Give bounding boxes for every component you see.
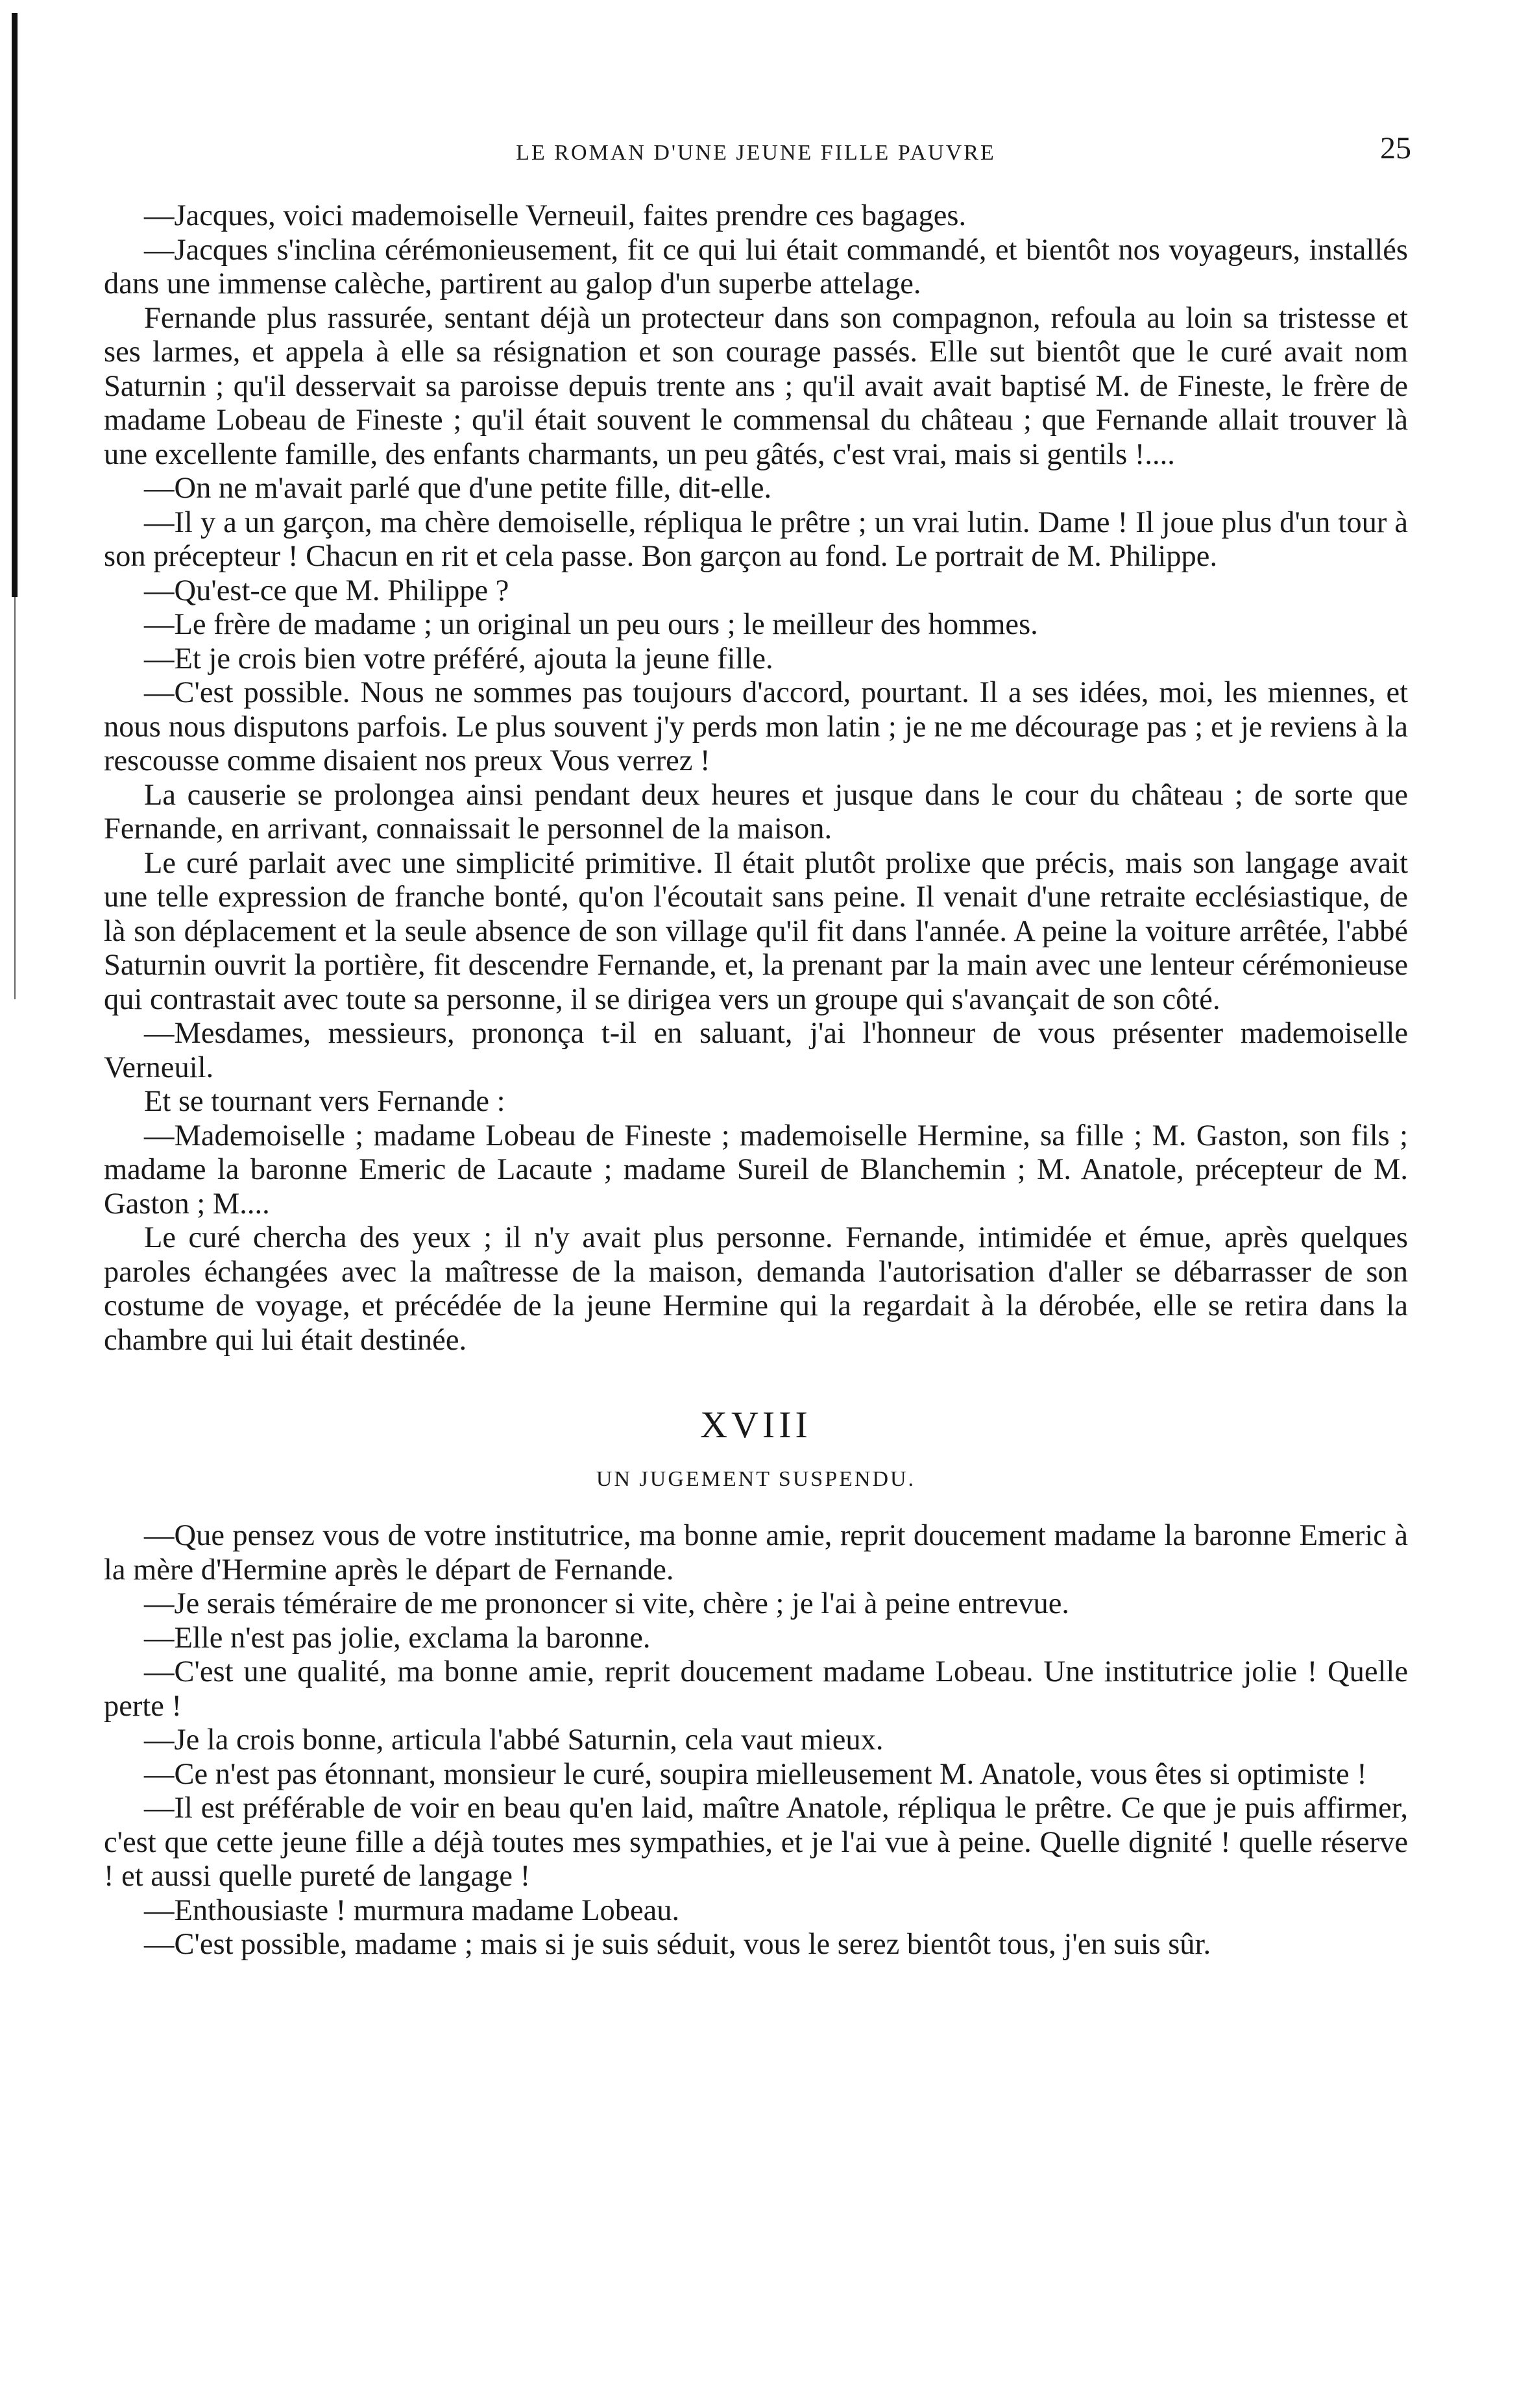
paragraph: Et se tournant vers Fernande : <box>144 1085 505 1118</box>
paragraph: —Il y a un garçon, ma chère demoiselle, répliqua le prêtre ; un vrai lutin. Dame ! Il joue plus d'un tour à son précepteur ! Chacun en rit et cela passe. Bon garçon au fond. Le portrait de M. Philippe. <box>104 505 1408 573</box>
running-title: LE ROMAN D'UNE JEUNE FILLE PAUVRE <box>516 141 996 165</box>
paragraph: —Jacques s'inclina cérémonieusement, fit ce qui lui était commandé, et bientôt nos voyageurs, installés dans une immense calèche, partirent au galop d'un superbe attelage. <box>104 233 1408 300</box>
book-page <box>104 127 1411 1962</box>
paragraph: —Le frère de madame ; un original un peu ours ; le meilleur des hommes. <box>144 608 1038 641</box>
paragraph: —On ne m'avait parlé que d'une petite fille, dit-elle. <box>144 472 772 505</box>
binding-edge-rule <box>12 13 18 597</box>
paragraph: —Enthousiaste ! murmura madame Lobeau. <box>144 1893 680 1927</box>
paragraph: —Qu'est-ce que M. Philippe ? <box>144 574 509 607</box>
paragraph: —Je la crois bonne, articula l'abbé Saturnin, cela vaut mieux. <box>144 1723 884 1757</box>
paragraph: —Mademoiselle ; madame Lobeau de Fineste ; mademoiselle Hermine, sa fille ; M. Gaston, son fils ; madame la baronne Emeric de Lacaute ; madame Sureil de Blanchemin ; M. Anatole, précepteur de M. Gaston ; M.... <box>104 1119 1408 1221</box>
paragraph: Fernande plus rassurée, sentant déjà un protecteur dans son compagnon, refoula au loin sa tristesse et ses larmes, et appela à elle sa résignation et son courage passés. Elle sut bientôt que le curé avait nom Saturnin ; qu'il desservait sa paroisse depuis trente ans ; qu'il avait avait baptisé M. de Fineste, le frère de madame Lobeau de Fineste ; qu'il était souvent le commensal du château ; que Fernande allait trouver là une excellente famille, des enfants charmants, un peu gâtés, c'est vrai, mais si gentils !.... <box>104 301 1408 471</box>
chapter-number: XVIII <box>700 1404 812 1446</box>
paragraph: —Mesdames, messieurs, prononça t-il en saluant, j'ai l'honneur de vous présenter mademoiselle Verneuil. <box>104 1017 1408 1084</box>
paragraph: Le curé chercha des yeux ; il n'y avait plus personne. Fernande, intimidée et émue, après quelques paroles échangées avec la maîtresse de la maison, demanda l'autorisation d'aller se débarrasser de son costume de voyage, et précédée de la jeune Hermine qui la regardait à la dérobée, elle se retira dans la chambre qui lui était destinée. <box>104 1221 1408 1357</box>
paragraph: —Ce n'est pas étonnant, monsieur le curé, soupira mielleusement M. Anatole, vous êtes si optimiste ! <box>144 1757 1367 1791</box>
chapter-title: UN JUGEMENT SUSPENDU. <box>596 1467 916 1491</box>
paragraph: La causerie se prolongea ainsi pendant deux heures et jusque dans le cour du château ; de sorte que Fernande, en arrivant, connaissait le personnel de la maison. <box>104 778 1408 845</box>
page-header <box>104 127 1411 185</box>
page-number: 25 <box>1380 131 1411 165</box>
text-section-after-chapter <box>104 1519 1408 1962</box>
paragraph: —Jacques, voici mademoiselle Verneuil, faites prendre ces bagages. <box>144 199 967 232</box>
paragraph: —Je serais téméraire de me prononcer si vite, chère ; je l'ai à peine entrevue. <box>144 1587 1069 1620</box>
paragraph: —Et je crois bien votre préféré, ajouta la jeune fille. <box>144 642 773 675</box>
paragraph: —Elle n'est pas jolie, exclama la baronne. <box>144 1621 651 1655</box>
text-section-before-chapter <box>104 199 1408 1357</box>
paragraph: —C'est possible. Nous ne sommes pas toujours d'accord, pourtant. Il a ses idées, moi, les miennes, et nous nous disputons parfois. Le plus souvent j'y perds mon latin ; je ne me décourage pas ; et je reviens à la rescousse comme disaient nos preux Vous verrez ! <box>104 676 1408 777</box>
paragraph: —Il est préférable de voir en beau qu'en laid, maître Anatole, répliqua le prêtre. Ce que je puis affirmer, c'est que cette jeune fille a déjà toutes mes sympathies, et je l'ai vue à peine. Quelle dignité ! quelle réserve ! et aussi quelle pureté de langage ! <box>104 1792 1408 1893</box>
paragraph: —Que pensez vous de votre institutrice, ma bonne amie, reprit doucement madame la baronne Emeric à la mère d'Hermine après le départ de Fernande. <box>104 1519 1408 1587</box>
binding-edge-rule-thin <box>14 597 16 999</box>
paragraph: —C'est possible, madame ; mais si je suis séduit, vous le serez bientôt tous, j'en suis sûr. <box>144 1928 1211 1961</box>
paragraph: Le curé parlait avec une simplicité primitive. Il était plutôt prolixe que précis, mais son langage avait une telle expression de franche bonté, qu'on l'écoutait sans peine. Il venait d'une retraite ecclésiastique, de là son déplacement et la seule absence de son village qu'il fit dans l'année. A peine la voiture arrêtée, l'abbé Saturnin ouvrit la portière, fit descendre Fernande, et, la prenant par la main avec une lenteur cérémonieuse qui contrastait avec toute sa personne, il se dirigea vers un groupe qui s'avançait de son côté. <box>104 846 1408 1016</box>
paragraph: —C'est une qualité, ma bonne amie, reprit doucement madame Lobeau. Une institutrice jolie ! Quelle perte ! <box>104 1655 1408 1723</box>
